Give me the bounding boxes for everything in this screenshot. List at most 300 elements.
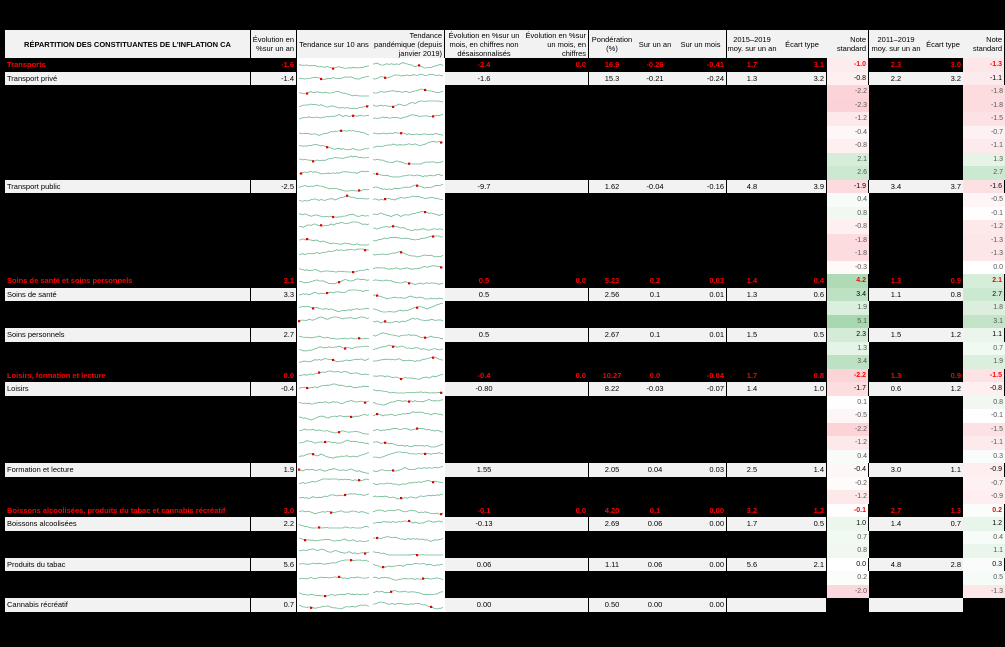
cell-moy1: 1.7 [746,60,758,69]
cell-evol_mnd: 0.5 [445,328,523,342]
cell-moy1: 4.8 [727,180,777,194]
cell-note2: -1.1 [963,72,1005,86]
detail-row [5,193,1005,207]
sparkline-chart [297,504,445,518]
cell-note1: 0.8 [827,207,869,221]
cell-note2: -0.1 [963,207,1005,221]
sparkline-chart [297,72,445,86]
cell-ec1: 1.0 [777,382,827,396]
cell-evol: 0.7 [251,598,297,612]
category-row [5,369,1005,383]
sparkline-chart [297,585,445,599]
sparkline-chart [297,517,445,531]
cell-note2: -1.1 [963,139,1005,153]
cell-note2: -0.9 [963,463,1005,477]
cell-note2: 3.1 [963,315,1005,329]
sparkline-chart [297,531,445,545]
sparkline-chart [297,315,445,329]
detail-row [5,544,1005,558]
cell-moy2: 2.3 [890,60,902,69]
cell-note2: -1.1 [963,436,1005,450]
detail-row [5,531,1005,545]
sparkline-chart [297,247,445,261]
detail-row [5,342,1005,356]
cell-sur_an: -0.03 [635,382,675,396]
sparkline-chart [297,234,445,248]
cell-note1: -2.2 [827,85,869,99]
cell-ec2: 3.7 [923,180,963,194]
cell-note1: 2.3 [827,328,869,342]
cell-evol_m [523,72,589,86]
row-label: Transport privé [5,72,251,86]
cell-note1: -2.3 [827,99,869,113]
cell-note1: 0.2 [827,571,869,585]
cell-pond: 5.23 [604,276,620,285]
cell-note1: 3.4 [827,288,869,302]
cell-note1: -0.8 [827,139,869,153]
cell-note2: -1.2 [963,220,1005,234]
cell-evol: 5.6 [251,558,297,572]
sparkline-chart [297,180,445,194]
table-row [5,180,1005,194]
cell-pond: 1.11 [589,558,635,572]
cell-note2: -0.9 [963,490,1005,504]
detail-row [5,153,1005,167]
cell-note2: -1.8 [963,85,1005,99]
cell-note1: 2.6 [827,166,869,180]
cell-ec1: 1.4 [777,463,827,477]
cell-evol: -1.4 [251,72,297,86]
cell-ec1: 3.2 [777,72,827,86]
header-ecart-type-1: Écart type [777,30,827,58]
table-row [5,517,1005,531]
cell-moy1: 1.7 [727,517,777,531]
sparkline-chart [297,598,445,612]
cell-pond: 2.56 [589,288,635,302]
table-row [5,558,1005,572]
cell-pond: 15.3 [589,72,635,86]
detail-row [5,112,1005,126]
cell-sur_mois: 0.01 [675,288,727,302]
cell-evol_m [523,180,589,194]
cell-sur_mois: -0.41 [675,58,727,72]
detail-row [5,571,1005,585]
cell-pond: 2.69 [589,517,635,531]
detail-row [5,585,1005,599]
cell-note2: -1.3 [963,585,1005,599]
detail-row [5,247,1005,261]
cell-sur_an: 0.1 [635,288,675,302]
sparkline-chart [297,369,445,383]
detail-row [5,355,1005,369]
cell-evol: -2.5 [251,180,297,194]
cell-note1: 0.4 [827,450,869,464]
cell-moy1: 5.6 [727,558,777,572]
cell-evol_mnd: 0.06 [445,558,523,572]
cell-sur_mois: 0.01 [675,328,727,342]
cell-moy1: 3.2 [746,505,758,515]
cell-sur_mois: -0.04 [675,369,727,383]
detail-row [5,126,1005,140]
cell-note1: -0.4 [827,463,869,477]
sparkline-chart [297,126,445,140]
cell-evol_m: 0.0 [523,369,589,383]
cell-note2: 0.5 [963,571,1005,585]
sparkline-chart [297,423,445,437]
cell-moy1: 1.3 [727,288,777,302]
cell-note1: 3.4 [827,355,869,369]
cell-sur_mois: 0.00 [675,558,727,572]
detail-row [5,396,1005,410]
cell-moy1: 1.4 [727,382,777,396]
cell-note2: -1.3 [963,247,1005,261]
row-label: Soins personnels [5,328,251,342]
cell-note1: -1.2 [827,112,869,126]
cell-sur_an: 0.0 [649,370,661,380]
cell-note1: 1.0 [827,517,869,531]
cell-sur_an: 0.2 [649,276,661,285]
cell-note2: -0.7 [963,126,1005,140]
sparkline-chart [297,355,445,369]
cell-evol: 2.7 [251,328,297,342]
detail-row [5,234,1005,248]
detail-row [5,423,1005,437]
cell-note1: -2.0 [827,585,869,599]
sparkline-chart [297,85,445,99]
row-label: Formation et lecture [5,463,251,477]
sparkline-chart [297,571,445,585]
sparkline-chart [297,166,445,180]
sparkline-chart [297,382,445,396]
cell-pond: 16.9 [604,60,620,69]
cell-note1: 5.1 [827,315,869,329]
sparkline-chart [297,99,445,113]
cell-ec1: 3.1 [777,58,827,72]
header-sur-un-mois: Sur un mois [675,30,727,58]
cell-moy1: 1.7 [746,370,758,380]
row-label: Loisirs, formation et lecture [5,369,251,383]
cell-sur_an: -0.04 [635,180,675,194]
row-label: Transports [5,58,251,72]
header-moy-2015-2019: 2015–2019 moy. sur un an [727,30,777,58]
category-row [5,58,1005,72]
cell-pond: 2.05 [589,463,635,477]
sparkline-chart [297,207,445,221]
cell-evol_m [523,558,589,572]
detail-row [5,166,1005,180]
sparkline-chart [297,463,445,477]
detail-row [5,261,1005,275]
cell-moy1: 1.5 [727,328,777,342]
cell-moy2: 3.4 [869,180,923,194]
cell-note2 [963,598,1005,612]
cell-moy2: 1.3 [890,276,902,285]
cell-sur_an: 0.1 [635,328,675,342]
cell-sur_mois: -0.24 [675,72,727,86]
cell-note1: 0.8 [827,544,869,558]
cell-sur_an: 0.00 [635,598,675,612]
cell-ec2: 3.2 [923,72,963,86]
sparkline-chart [297,490,445,504]
cell-note1: -0.8 [827,220,869,234]
header-moy-2011-2019: 2011–2019 moy. sur un an [869,30,923,58]
cell-moy2: 1.5 [869,328,923,342]
table-row [5,463,1005,477]
sparkline-chart [297,139,445,153]
cell-sur_an: -0.21 [635,72,675,86]
sparkline-chart [297,544,445,558]
cell-evol_m: 0.0 [523,504,589,518]
cell-evol_mnd: -2.4 [477,60,491,69]
cell-moy2: 2.2 [869,72,923,86]
detail-row [5,139,1005,153]
sparkline-chart [297,436,445,450]
detail-row [5,315,1005,329]
header-evol-mois-nd: Évolution en %sur un mois, en chiffres non désaisonnalisés [445,30,523,58]
detail-row [5,220,1005,234]
sparkline-chart [297,328,445,342]
cell-evol_m [523,288,589,302]
category-row [5,504,1005,518]
cell-evol_m [523,328,589,342]
cell-evol_m [523,463,589,477]
cell-ec2: 0.8 [923,288,963,302]
cell-moy2: 1.4 [869,517,923,531]
row-label: Loisirs [5,382,251,396]
cell-note2: 1.9 [963,355,1005,369]
cell-moy2: 4.8 [869,558,923,572]
cell-note1: -0.1 [827,504,869,518]
cell-ec2: 1.2 [923,382,963,396]
cell-note2: 1.1 [963,544,1005,558]
detail-row [5,490,1005,504]
sparkline-chart [297,153,445,167]
header-evol-mois: Évolution en %sur un mois, en chiffres [523,30,589,58]
cell-evol: 1.9 [251,463,297,477]
cell-note1: 0.4 [827,193,869,207]
cell-evol_m: 0.0 [523,274,589,288]
cell-moy1: 1.4 [746,276,758,285]
cell-note1: 0.1 [827,396,869,410]
cell-note2: 1.3 [963,153,1005,167]
cell-sur_mois: 0.03 [675,463,727,477]
cell-evol_mnd: -1.6 [445,72,523,86]
cell-note1: 1.9 [827,301,869,315]
cell-sur_an: -0.26 [646,60,664,69]
cell-pond: 8.22 [589,382,635,396]
sparkline-chart [297,409,445,423]
detail-row [5,301,1005,315]
cell-evol_mnd: -0.1 [477,505,491,515]
cell-note1: -1.7 [827,382,869,396]
cell-note2: 0.3 [963,450,1005,464]
cell-sur_an: 0.1 [649,505,661,515]
cell-ec1: 0.8 [777,369,827,383]
cell-note2: 0.3 [963,558,1005,572]
cell-note2: -1.6 [963,180,1005,194]
header-ponderation: Pondération (%) [589,30,635,58]
cell-evol: -0.4 [251,382,297,396]
cell-ec1: 0.5 [777,328,827,342]
table-row [5,382,1005,396]
cell-evol_mnd: -0.4 [477,370,491,380]
cell-evol_mnd: 1.55 [445,463,523,477]
cell-note1: -1.0 [827,58,869,72]
row-label: Produits du tabac [5,558,251,572]
detail-row [5,477,1005,491]
cell-evol_mnd: -9.7 [445,180,523,194]
cell-sur_mois: -0.07 [675,382,727,396]
cell-ec1: 0.5 [777,517,827,531]
sparkline-chart [297,396,445,410]
cell-note2: 0.7 [963,342,1005,356]
table-row [5,288,1005,302]
cell-evol_mnd: 0.5 [445,288,523,302]
cell-moy1 [727,598,777,612]
header-title: RÉPARTITION DES CONSTITUANTES DE L'INFLATION CA [5,30,251,58]
cell-note1: -0.4 [827,126,869,140]
cell-moy2: 0.6 [869,382,923,396]
cell-note2: 0.8 [963,396,1005,410]
cell-sur_an: 0.06 [635,517,675,531]
cell-moy1: 1.3 [727,72,777,86]
cell-note1: -0.2 [827,477,869,491]
cell-evol: -1.6 [251,58,297,72]
cell-ec2: 1.2 [923,328,963,342]
cell-note2: 0.4 [963,531,1005,545]
cell-evol_m [523,382,589,396]
cell-note2: 2.1 [963,274,1005,288]
cell-evol_mnd: 0.00 [445,598,523,612]
cell-moy2: 2.7 [890,505,902,515]
cell-sur_mois: 0.00 [675,504,727,518]
cell-sur_mois: 0.00 [675,598,727,612]
sparkline-chart [297,112,445,126]
sparkline-chart [297,301,445,315]
cell-sur_mois: 0.03 [675,274,727,288]
cell-moy2: 1.3 [890,370,902,380]
cell-evol: 3.1 [251,274,297,288]
sparkline-chart [297,450,445,464]
cell-sur_mois: 0.00 [675,517,727,531]
header-ecart-type-2: Écart type [923,30,963,58]
cell-moy2: 3.0 [869,463,923,477]
sparkline-chart [297,220,445,234]
cell-note1: 1.3 [827,342,869,356]
cell-note1: 0.0 [827,558,869,572]
header-note-standard-2: Note standard [963,30,1005,58]
cell-note2: 2.7 [963,288,1005,302]
cell-note2: 1.2 [963,517,1005,531]
sparkline-chart [297,288,445,302]
cell-evol: 3.0 [251,504,297,518]
detail-row [5,85,1005,99]
cell-evol_mnd: -0.13 [445,517,523,531]
header-sur-un-an: Sur un an [635,30,675,58]
cell-pond: 1.62 [589,180,635,194]
cell-note2: 1.8 [963,301,1005,315]
cell-note1: 4.2 [827,274,869,288]
cell-moy2 [869,598,923,612]
cell-ec1: 3.9 [777,180,827,194]
cell-pond: 0.50 [589,598,635,612]
cell-note1: 2.1 [827,153,869,167]
cell-note2: -1.5 [963,112,1005,126]
cell-ec1 [777,598,827,612]
cell-note2: -1.5 [963,423,1005,437]
sparkline-chart [297,558,445,572]
cell-moy1: 2.5 [727,463,777,477]
cell-note1: -0.8 [827,72,869,86]
cell-ec2: 0.7 [923,517,963,531]
cell-evol: 3.3 [251,288,297,302]
cell-note1: -2.2 [827,369,869,383]
cell-evol: 0.0 [251,369,297,383]
cell-moy2: 1.1 [869,288,923,302]
detail-row [5,207,1005,221]
cell-note2: -0.5 [963,193,1005,207]
table-row [5,72,1005,86]
cell-note1: -1.2 [827,436,869,450]
cell-sur_an: 0.06 [635,558,675,572]
cell-note2: -0.8 [963,382,1005,396]
sparkline-chart [297,274,445,288]
cell-note2: -1.8 [963,99,1005,113]
header-tendance-pandemique: Tendance pandémique (depuis janvier 2019) [371,30,445,58]
cell-ec2 [923,598,963,612]
cell-pond: 10.27 [602,370,622,380]
cell-note1: -2.2 [827,423,869,437]
sparkline-chart [297,58,445,72]
cell-note2: 0.0 [963,261,1005,275]
cell-note2: 2.7 [963,166,1005,180]
row-label: Transport public [5,180,251,194]
cell-evol_m [523,517,589,531]
header-note-standard-1: Note standard [827,30,869,58]
cell-note2: -1.5 [963,369,1005,383]
cell-note2: -1.3 [963,58,1005,72]
cell-ec2: 2.8 [923,558,963,572]
cell-ec2: 3.0 [950,60,961,69]
cell-note1: 0.7 [827,531,869,545]
header-tendance-10: Tendance sur 10 ans [297,30,371,58]
cell-ec1: 1.2 [777,504,827,518]
cell-sur_mois: -0.16 [675,180,727,194]
cell-ec1: 0.6 [777,288,827,302]
detail-row [5,450,1005,464]
header-evol-an: Évolution en %sur un an [251,30,297,58]
cell-evol_mnd: -0.80 [445,382,523,396]
cell-note1: -0.5 [827,409,869,423]
cell-note2: -1.3 [963,234,1005,248]
cell-pond: 2.67 [589,328,635,342]
cell-ec1: 2.1 [777,558,827,572]
cell-note1: -1.8 [827,247,869,261]
category-row [5,274,1005,288]
cell-ec2: 1.3 [950,505,961,515]
cell-note1: -1.2 [827,490,869,504]
sparkline-chart [297,342,445,356]
cell-ec2: 0.9 [950,370,961,380]
row-label: Cannabis récréatif [5,598,251,612]
row-label: Soins de santé [5,288,251,302]
cell-pond: 4.20 [604,505,620,515]
cell-note2: -0.7 [963,477,1005,491]
cell-note1 [827,598,869,612]
sparkline-chart [297,261,445,275]
cell-note2: -0.1 [963,409,1005,423]
table-row [5,598,1005,612]
